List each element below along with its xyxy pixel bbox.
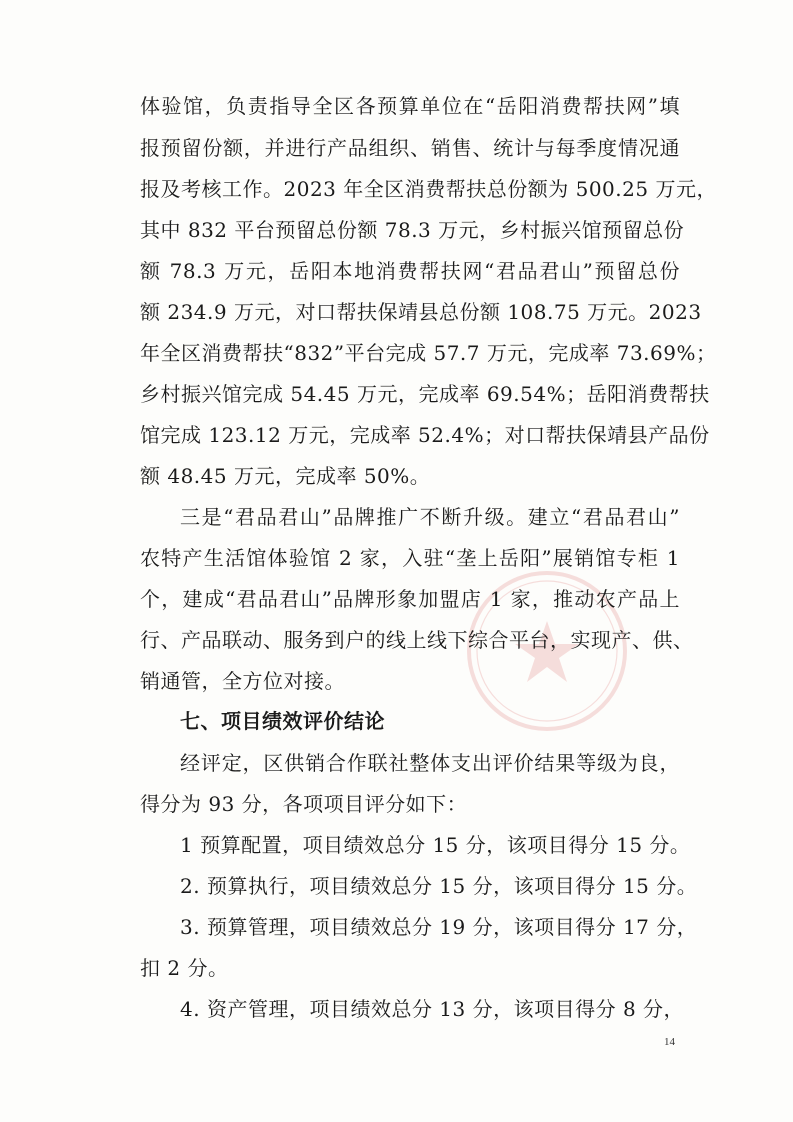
text-line: 销通管，全方位对接。 bbox=[140, 669, 345, 693]
text-line: 乡村振兴馆完成 54.45 万元，完成率 69.54%；岳阳消费帮扶 bbox=[140, 382, 710, 406]
text-line: 体验馆，负责指导全区各预算单位在“岳阳消费帮扶网”填 bbox=[140, 94, 680, 118]
text-line: 馆完成 123.12 万元，完成率 52.4%；对口帮扶保靖县产品份 bbox=[140, 423, 710, 447]
text-line: 个，建成“君品君山”品牌形象加盟店 1 家，推动农产品上 bbox=[140, 587, 680, 611]
text-line: 其中 832 平台预留总份额 78.3 万元，乡村振兴馆预留总份 bbox=[140, 218, 685, 242]
text-line: 得分为 93 分，各项项目评分如下： bbox=[140, 792, 468, 816]
text-line: 农特产生活馆体验馆 2 家，入驻“垄上岳阳”展销馆专柜 1 bbox=[140, 546, 680, 570]
page-number: 14 bbox=[664, 1036, 675, 1048]
text-line: 报预留份额，并进行产品组织、销售、统计与每季度情况通 bbox=[140, 136, 680, 160]
text-line: 三是“君品君山”品牌推广不断升级。建立“君品君山” bbox=[180, 505, 680, 529]
text-line: 额 48.45 万元，完成率 50%。 bbox=[140, 464, 431, 488]
list-item: 1 预算配置，项目绩效总分 15 分，该项目得分 15 分。 bbox=[180, 833, 691, 857]
section-heading: 七、项目绩效评价结论 bbox=[180, 709, 385, 733]
text-line: 报及考核工作。2023 年全区消费帮扶总份额为 500.25 万元， bbox=[140, 177, 717, 201]
text-line: 扣 2 分。 bbox=[140, 956, 229, 980]
list-item: 3. 预算管理，项目绩效总分 19 分，该项目得分 17 分， bbox=[180, 915, 698, 939]
list-item: 2. 预算执行，项目绩效总分 15 分，该项目得分 15 分。 bbox=[180, 874, 698, 898]
text-line: 行、产品联动、服务到户的线上线下综合平台，实现产、供、 bbox=[140, 628, 694, 652]
text-line: 额 234.9 万元，对口帮扶保靖县总份额 108.75 万元。2023 bbox=[140, 300, 702, 324]
text-line: 年全区消费帮扶“832”平台完成 57.7 万元，完成率 73.69%； bbox=[140, 341, 717, 365]
text-line: 经评定，区供销合作联社整体支出评价结果等级为良， bbox=[180, 751, 680, 775]
text-line: 额 78.3 万元，岳阳本地消费帮扶网“君品君山”预留总份 bbox=[140, 259, 680, 283]
list-item: 4. 资产管理，项目绩效总分 13 分，该项目得分 8 分， bbox=[180, 997, 685, 1021]
